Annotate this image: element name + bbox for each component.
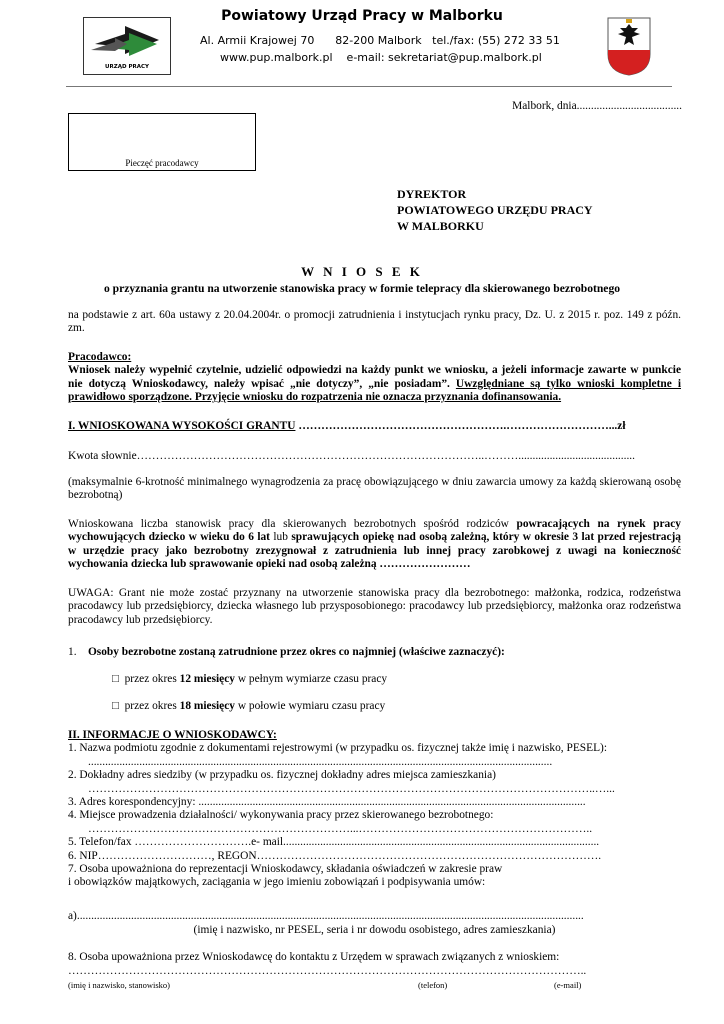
- legal-basis: na podstawie z art. 60a ustawy z 20.04.2004r. o promocji zatrudnienia i instytucjach rynku pracy, Dz. U. z 2015 r. poz. 149 z późn. zm.: [68, 309, 681, 335]
- amount-words-label: Kwota słownie: [68, 450, 137, 462]
- recipient-line: W MALBORKU: [397, 219, 484, 233]
- item-2-label: 2. Dokładny adres siedziby (w przypadku os. fizycznej dokładny adres miejsca zamieszkania): [68, 769, 496, 782]
- recipient-block: [397, 186, 593, 234]
- checkbox-icon[interactable]: □: [112, 673, 119, 685]
- section-2: [68, 729, 681, 890]
- currency-label: ..zł: [611, 420, 626, 432]
- item-7-label: 7. Osoba upoważniona do reprezentacji Wnioskodawcy, składania oświadczeń w zakresie praw: [68, 863, 503, 876]
- office-web-email: www.pup.malbork.pl e-mail: sekretariat@pup.malbork.pl: [220, 51, 542, 64]
- item-3-row[interactable]: 3. Adres korespondencyjny: ........................................................................................................................................: [68, 796, 586, 809]
- office-logo: [83, 17, 171, 75]
- item-8-name-hint: (imię i nazwisko, stanowisko): [68, 980, 170, 990]
- item-1-label: 1. Nazwa podmiotu zgodnie z dokumentami rejestrowymi (w przypadku os. fizycznej także imię i nazwisko, PESEL):: [68, 742, 608, 755]
- amount-words-field[interactable]: ………………………………………………………………………………..……….........................................: [136, 450, 635, 462]
- stamp-label: Pieczęć pracodawcy: [125, 158, 199, 168]
- positions-intro: Wnioskowana liczba stanowisk pracy dla skierowanych bezrobotnych spośród rodziców: [68, 518, 509, 530]
- positions-bold-2: sprawujących opiekę nad osobą zależną, który w okresie 3 lat przed rejestracją w urzędzie pracy jako bezrobotny zrezygnował z zatrudnienia lub innej pracy zarobkowej z uwagi na konieczność wychowania dziecka lub sprawowanie opieki nad osobą zależną: [68, 531, 682, 571]
- item-8-label: 8. Osoba upoważniona przez Wnioskodawcę do kontaktu z Urzędem w sprawach związanych z wnioskiem:: [68, 951, 560, 963]
- recipient-line: DYREKTOR: [397, 187, 467, 201]
- document-subtitle: o przyznania grantu na utworzenie stanowiska pracy w formie telepracy dla skierowanego bezrobotnego: [103, 282, 621, 295]
- warning-note: UWAGA: Grant nie może zostać przyznany na utworzenie stanowiska pracy dla bezrobotnego: małżonka, rodzica, rodzeństwa pracodawcy lub przedsiębiorcy, dziecka własnego lub przysposobionego: pracodawcy lub przedsiębiorcy, małżonka oraz rodzeństwa pracodawcy lub przedsiębiorcy.: [68, 587, 681, 626]
- max-amount-note: (maksymalnie 6-krotność minimalnego wynagrodzenia za pracę obowiązującego w dniu zawarcia umowy za każdą skierowaną osobę bezrobotną): [68, 476, 681, 502]
- item-6-row[interactable]: 6. NIP…………………………, REGON……………………………………………………………………………….: [68, 849, 602, 862]
- arrow-logo-icon: [85, 20, 171, 64]
- recipient-line: POWIATOWEGO URZĘDU PRACY: [397, 203, 593, 217]
- employer-note-text: Wniosek należy wypełnić czytelnie, udzielić odpowiedzi na każdy punkt we wniosku, a jeżeli informacje zawarte w punkcie nie dotyczą Wnioskodawcy, należy wpisać „nie dotyczy”, „nie posiadam”.: [68, 364, 681, 390]
- option-bold: 18 miesięcy: [179, 700, 235, 712]
- logo-caption: URZĄD PRACY: [105, 64, 149, 70]
- item-2-field[interactable]: ……………………………………………………………………………………………………………………..…...: [88, 782, 615, 795]
- item-4-field[interactable]: ……………………………………………………………...……………………………………………………..: [88, 822, 593, 835]
- positions-bold-1: powracających na rynek pracy wychowujących dziecko w wieku do 6 lat: [68, 518, 681, 544]
- positions-mid: lub: [273, 531, 288, 544]
- positions-count-field[interactable]: ……………………: [379, 558, 471, 571]
- question-1: [68, 646, 681, 659]
- option-text: w połowie wymiaru czasu pracy: [234, 700, 386, 712]
- place-date-field[interactable]: Malbork, dnia.....................................: [512, 100, 682, 112]
- item-8-phone-hint: (telefon): [418, 980, 448, 990]
- option-text: przez okres: [124, 673, 180, 685]
- item-8-field[interactable]: ………………………………………………………………………………………………………………………..: [68, 965, 587, 977]
- option-bold: 12 miesięcy: [179, 673, 235, 685]
- item-7-hint: (imię i nazwisko, nr PESEL, seria i nr dowodu osobistego, adres zamieszkania): [193, 924, 556, 936]
- employer-note: [68, 351, 681, 405]
- item-8-email-hint: (e-mail): [554, 980, 582, 990]
- item-5-row[interactable]: 5. Telefon/fax ………………………….e- mail...............................................................................................................: [68, 836, 600, 849]
- section-1-heading-row: [68, 420, 681, 433]
- section-1-heading: I. WNIOSKOWANA WYSOKOŚCI GRANTU: [68, 420, 296, 432]
- employer-note-underlined: Uwzględniane są tylko wnioski kompletne i prawidłowo sporządzone. Przyjęcie wniosku do rozpatrzenia nie oznacza przyznania dofinansowania.: [68, 377, 681, 404]
- question-1-number: 1.: [68, 646, 77, 658]
- item-4-label: 4. Miejsce prowadzenia działalności/ wykonywania pracy przez skierowanego bezrobotnego:: [68, 809, 494, 822]
- item-7-field[interactable]: a)..................................................................................................................................................................................: [68, 910, 584, 922]
- header-divider: [66, 86, 672, 87]
- question-1-text: Osoby bezrobotne zostaną zatrudnione przez okres co najmniej (właściwe zaznaczyć):: [87, 646, 505, 658]
- option-text: w pełnym wymiarze czasu pracy: [234, 673, 388, 685]
- positions-paragraph: [68, 518, 681, 572]
- item-7-label-cont: i obowiązków majątkowych, zaciągania w jego imieniu zobowiązań i podpisywania umów:: [68, 876, 486, 889]
- option-text: przez okres: [124, 700, 180, 712]
- checkbox-icon[interactable]: □: [112, 700, 119, 712]
- amount-words-row: [68, 450, 681, 463]
- option-12-months[interactable]: [112, 673, 672, 686]
- employer-stamp-box[interactable]: [68, 113, 256, 171]
- item-1-field[interactable]: ...................................................................................................................................................................: [88, 755, 553, 768]
- employer-note-heading: Pracodawco:: [68, 351, 132, 363]
- document-title: W N I O S E K: [301, 264, 423, 279]
- office-address: Al. Armii Krajowej 70 82-200 Malbork tel./fax: (55) 272 33 51: [200, 34, 560, 47]
- option-18-months[interactable]: [112, 700, 672, 713]
- office-name: Powiatowy Urząd Pracy w Malborku: [221, 8, 503, 24]
- city-crest-icon: [606, 16, 652, 76]
- section-2-heading: II. INFORMACJE O WNIOSKODAWCY:: [68, 729, 277, 741]
- grant-amount-field[interactable]: ……………………………………………….……………………….: [298, 420, 612, 432]
